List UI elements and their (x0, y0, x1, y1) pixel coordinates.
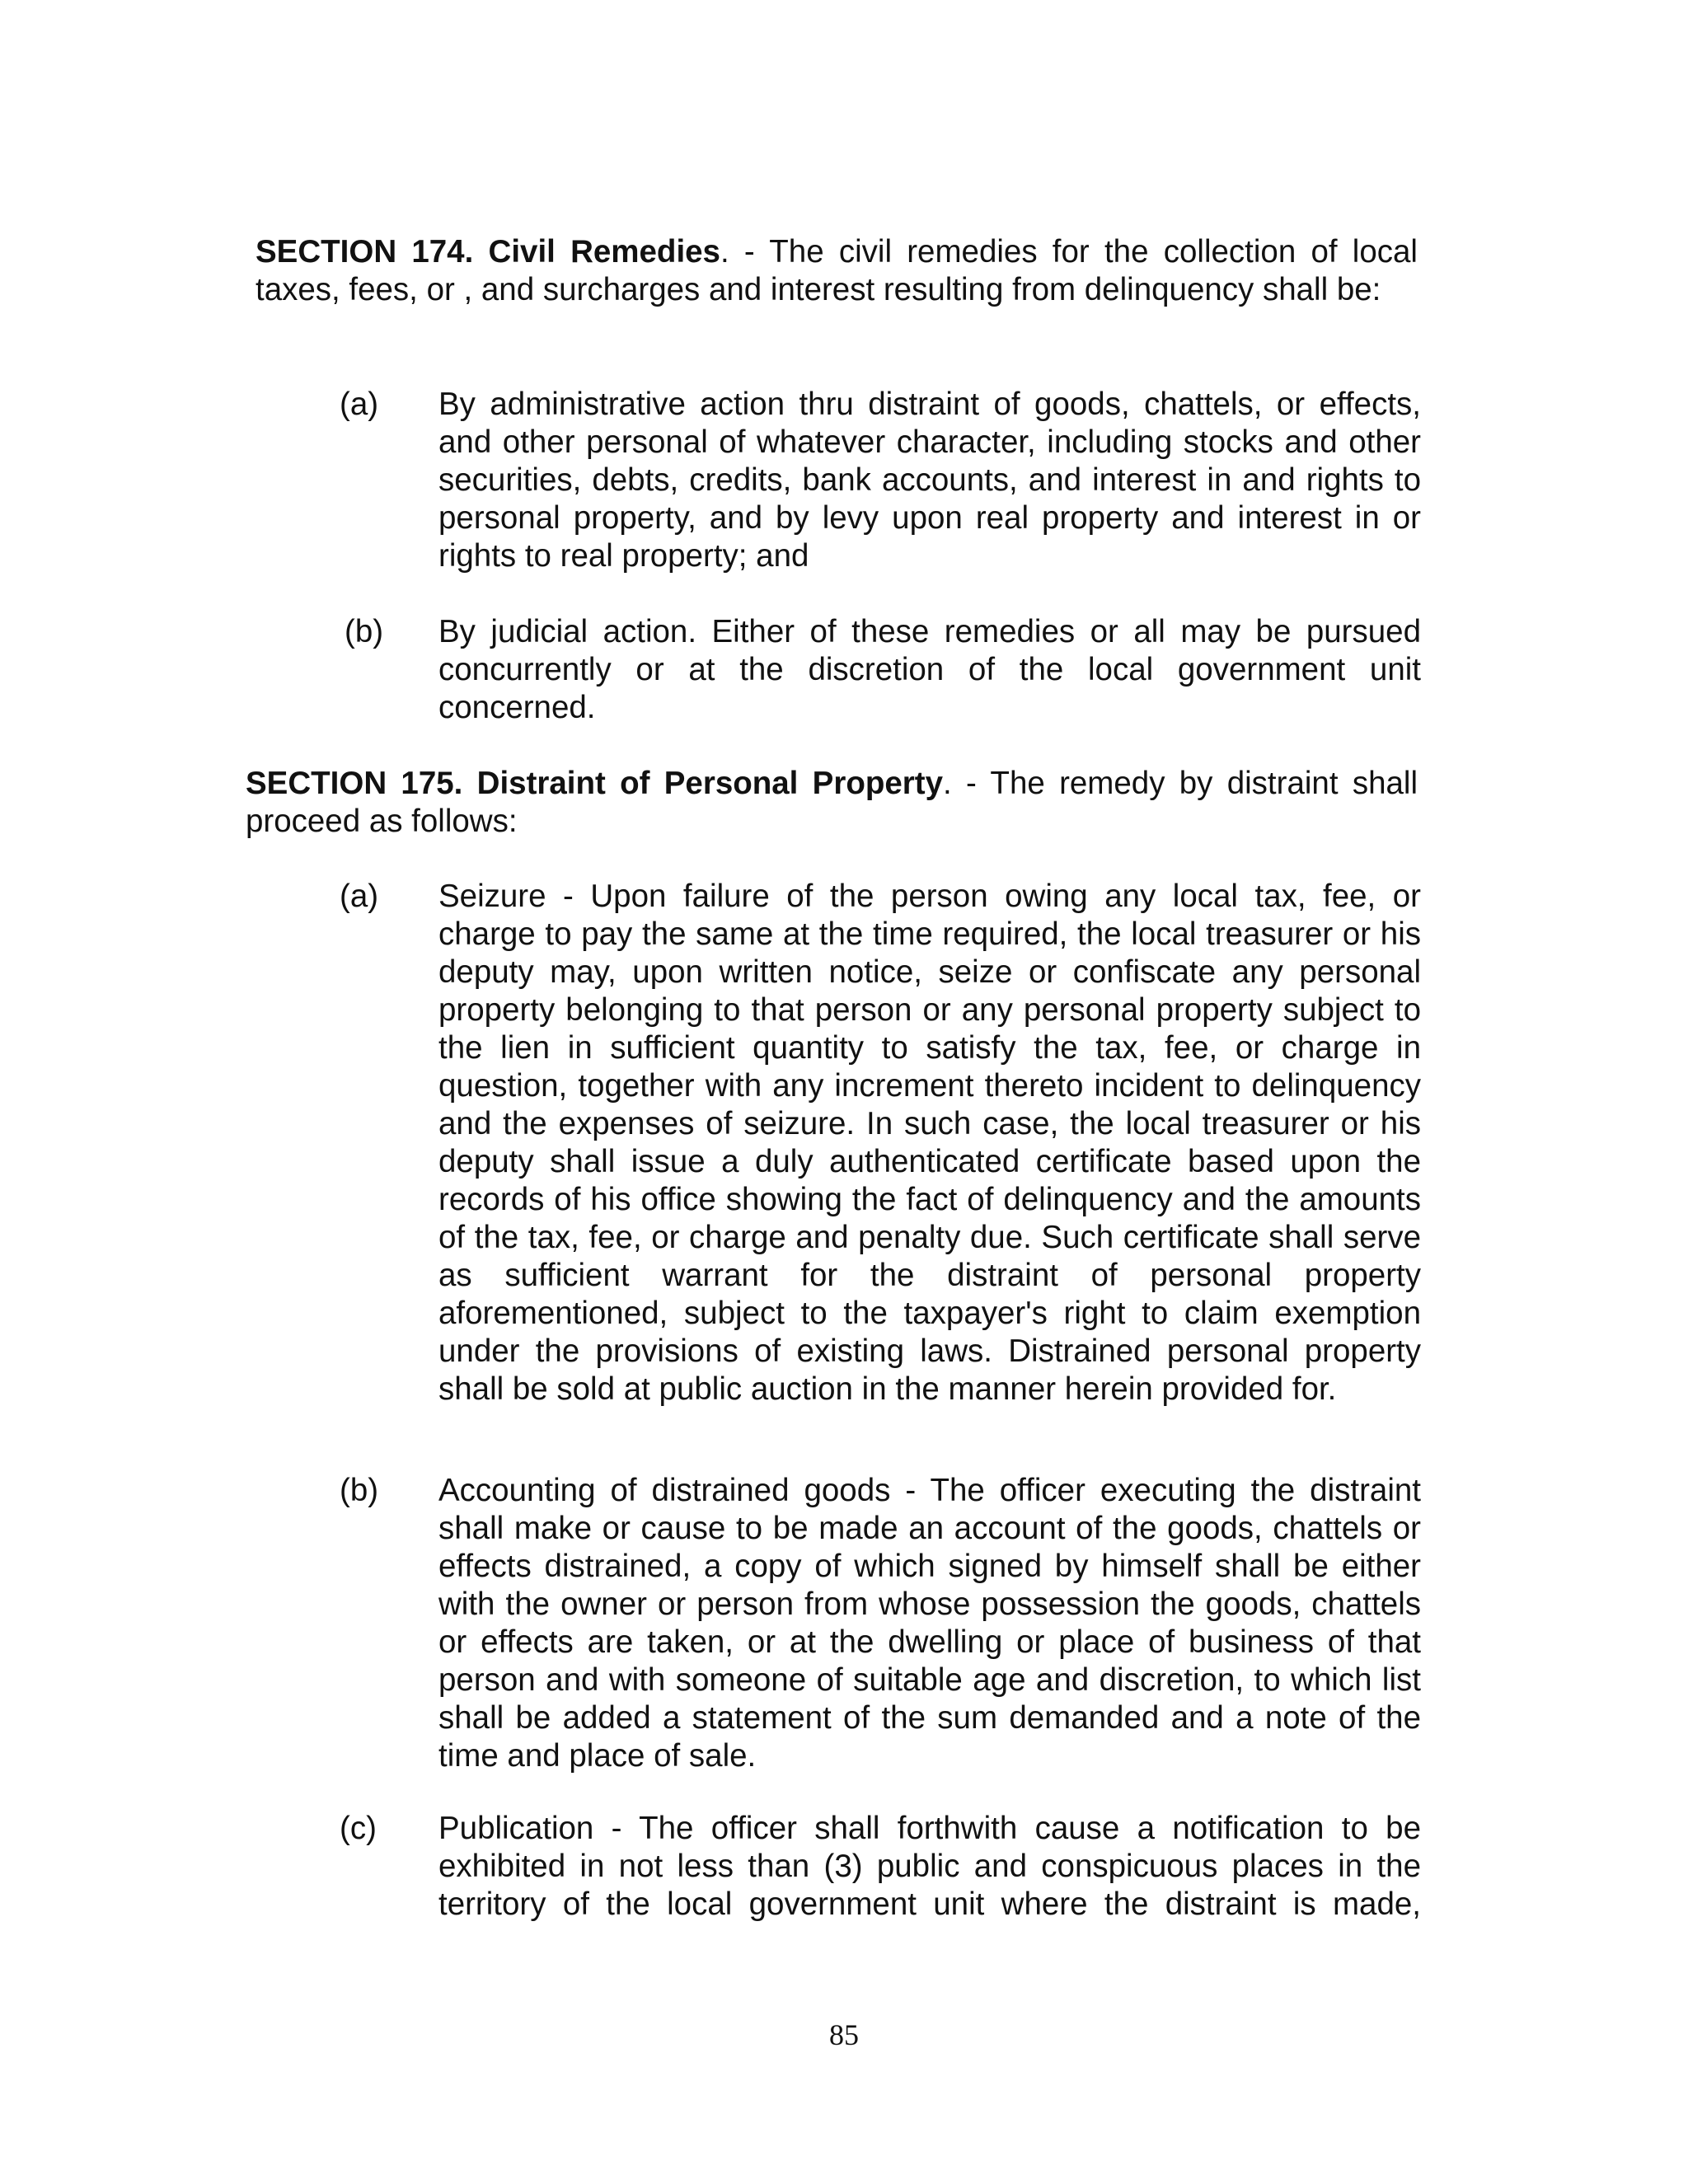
section-174 (256, 233, 1418, 309)
item-text: By judicial action. Either of these remedies or all may be pursued concurrently or at the discretion of the local government unit concerned. (438, 614, 1421, 725)
section-175-heading: SECTION 175. Distraint of Personal Property (246, 766, 944, 801)
section-175-item-a (340, 878, 1421, 1408)
item-label: (a) (340, 879, 379, 914)
section-175 (246, 765, 1418, 841)
section-175-intro: . - The remedy by distraint shall proceed as follows: (246, 766, 1418, 839)
item-text: By administrative action thru distraint of goods, chattels, or effects, and other personal of whatever character, including stocks and other securities, debts, credits, bank accounts, and interest in and rights to personal property, and by levy upon real property and interest in or rights to real property; and (438, 387, 1421, 574)
item-label: (b) (340, 1473, 379, 1508)
section-174-heading: SECTION 174. Civil Remedies (256, 234, 720, 269)
item-text: Seizure - Upon failure of the person owing any local tax, fee, or charge to pay the same at the time required, the local treasurer or his deputy may, upon written notice, seize or confiscate any personal property belonging to that person or any personal property subject to the lien in sufficient quantity to satisfy the tax, fee, or charge in question, together with any increment thereto incident to delinquency and the expenses of seizure. In such case, the local treasurer or his deputy shall issue a duly authenticated certificate based upon the records of his office showing the fact of delinquency and the amounts of the tax, fee, or charge and penalty due. Such certificate shall serve as sufficient warrant for the distraint of personal property aforementioned, subject to the taxpayer's right to claim exemption under the provisions of existing laws. Distrained personal property shall be sold at public auction in the manner herein provided for. (438, 879, 1421, 1407)
page-number: 85 (829, 2018, 859, 2051)
section-174-item-b (340, 613, 1421, 727)
item-text: Accounting of distrained goods - The officer executing the distraint shall make or cause to be made an account of the goods, chattels or effects distrained, a copy of which signed by himself shall be either with the owner or person from whose possession the goods, chattels or effects are taken, or at the dwelling or place of business of that person and with someone of suitable age and discretion, to which list shall be added a statement of the sum demanded and a note of the time and place of sale. (438, 1473, 1421, 1774)
item-label: (c) (340, 1811, 377, 1846)
section-175-item-c (340, 1810, 1421, 1924)
section-174-intro: . - The civil remedies for the collection of local taxes, fees, or , and surcharges and interest resulting from delinquency shall be: (256, 234, 1418, 307)
item-label: (b) (345, 614, 384, 649)
item-label: (a) (340, 387, 379, 422)
item-text: Publication - The officer shall forthwith cause a notification to be exhibited in not less than (3) public and conspicuous places in the territory of the local government unit where the distraint is made, (438, 1811, 1421, 1922)
section-175-item-b (340, 1472, 1421, 1775)
section-174-item-a (340, 386, 1421, 575)
